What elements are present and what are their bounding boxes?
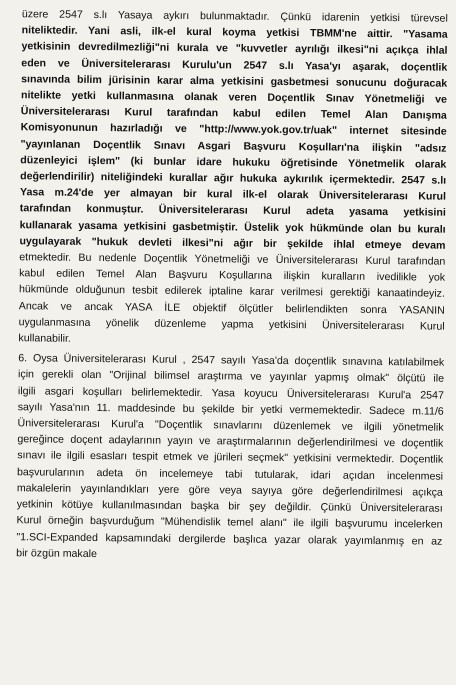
text-line: "1.SCI-Expanded kapsamındaki dergilerde başlıca yazar olarak yayımlanmış en az	[16, 530, 443, 548]
text-line: uygulayarak "hukuk devleti ilkesi"ni ağır bir şekilde ihlal etmeye devam	[19, 235, 446, 252]
text-line: sınavı ile ilgili esasları tespit etmek ve jürileri seçmek" yetkisini vermektedir. Doçentlik	[17, 449, 444, 467]
text-line: 6. Oysa Üniversitelerarası Kurul , 2547 sayılı Yasa'da doçentlik sınavına katılabilmek	[18, 352, 445, 369]
text-line: gereğince doçent adaylarının yayın ve araştırmalarının değerlendirilmesi ve doçentlik	[17, 433, 444, 450]
text-line: hükmünde olduğunun tesbit edilerek iptaline karar verilmesi gerektiği kanaatindeyiz.	[18, 283, 446, 301]
text-line: için gerekli olan "Orijinal bilimsel araştırma ve yayınlar yapmış olmak" ölçütü ile	[18, 368, 445, 386]
text-line: yetkinin kötüye kullanılmasından başka bir şey değildir. Çünkü Üniversitelerarası	[16, 498, 443, 515]
text-line: uygulanmasına yönelik düzenleme yapma yetkisini Üniversitelerarası Kurul	[18, 316, 445, 333]
text-line: Kurul örneğin başvurduğum "Mühendislik temel alanı" ile ilgili başvurumu incelerken	[16, 514, 443, 531]
text-line: tarafından konmuştur. Üniversitelerarası Kurul adeta yasama yetkisini	[19, 202, 446, 220]
text-line: düzenleyici işlem" (ki bunlar idare hukuku öğretisinde Yönetmelik olarak	[20, 154, 447, 171]
text-line: Üniversitelerarası Kurul'a "Doçentlik sınavlarını düzenlemek ve ilgili yönetmelik	[17, 417, 444, 434]
text-line: nitelikte yetki kullanmasına olanak veren Doçentlik Sınav Yönetmeliği ve	[20, 89, 448, 106]
text-line: kullanarak yasama yetkisini gasbetmiştir. Üstelik yok hükmünde olan bu kuralı	[19, 218, 446, 236]
text-line: bir özgün makale	[16, 546, 97, 560]
text-line: niteliktedir. Yani asli, ilk-el kural koyma yetkisi TBMM'ne aittir. "Yasama	[21, 24, 448, 41]
text-line: Ancak ve ancak YASA İLE objektif ölçütler belirlendikten sonra YASANIN	[18, 299, 445, 317]
text-line: kabul edilen Temel Alan Başvuru Koşullarına ilişkin kuralların ivedilikle yok	[19, 267, 446, 284]
text-line: Yasa m.24'de yer almayan bir kural ilk-el olarak Üniversitelerarası Kurul	[19, 186, 447, 203]
text-line: makalelerin yayınlandıkları yere göre veya sayıya göre değerlendirilmesi açıkça	[16, 482, 443, 499]
text-line: eden ve Üniversitelerarası Kurulu'un 2547 s.lı Yasa'yı aşarak, doçentlik	[21, 56, 448, 74]
text-line: sınavında bilim jürisinin karar alma yetkisini gasbetmesi sonucunu doğuracak	[21, 73, 448, 90]
text-line: üzere 2547 s.lı Yasaya aykırı bulunmaktadır. Çünkü idarenin yetkisi türevsel	[21, 8, 448, 25]
text-line: sayılı Yasa'nın 11. maddesinde bu şekilde bir yetki vermemektedir. Sadece m.11/6	[17, 401, 444, 418]
text-line: Komisyonunun hazırladığı ve "http://www.yok.gov.tr/uak" internet sitesinde	[20, 121, 447, 139]
text-line: "yayınlanan Doçentlik Sınavı Asgari Başvuru Koşulları'na ilişkin "adsız	[20, 137, 447, 155]
text-line: etmektedir. Bu nedenle Doçentlik Yönetmeliği ve Üniversitelerarası Kurul tarafından	[19, 251, 446, 268]
text-line: başvurularının adeta ön incelemeye tabi tutularak, idari açıdan incelenmesi	[16, 465, 444, 483]
text-line: değerlendirilir) niteliğindeki kurallar ağır hukuka aykırılık içermektedir. 2547 s.lı	[20, 170, 447, 187]
text-line: yetkisinin devredilmezliği"ni kurala ve "kuvvetler ayrılığı ilkesi"ni açıkça ihlal	[21, 40, 448, 58]
text-line: kullanabilir.	[18, 332, 71, 345]
text-line: ilgili asgari koşulları belirlemektedir. Yasa koyucu Üniversitelerarası Kurul'a 2547	[17, 384, 444, 402]
text-line: Üniversitelerarası Kurul tarafından kabul edilen Temel Alan Danışma	[20, 105, 447, 122]
